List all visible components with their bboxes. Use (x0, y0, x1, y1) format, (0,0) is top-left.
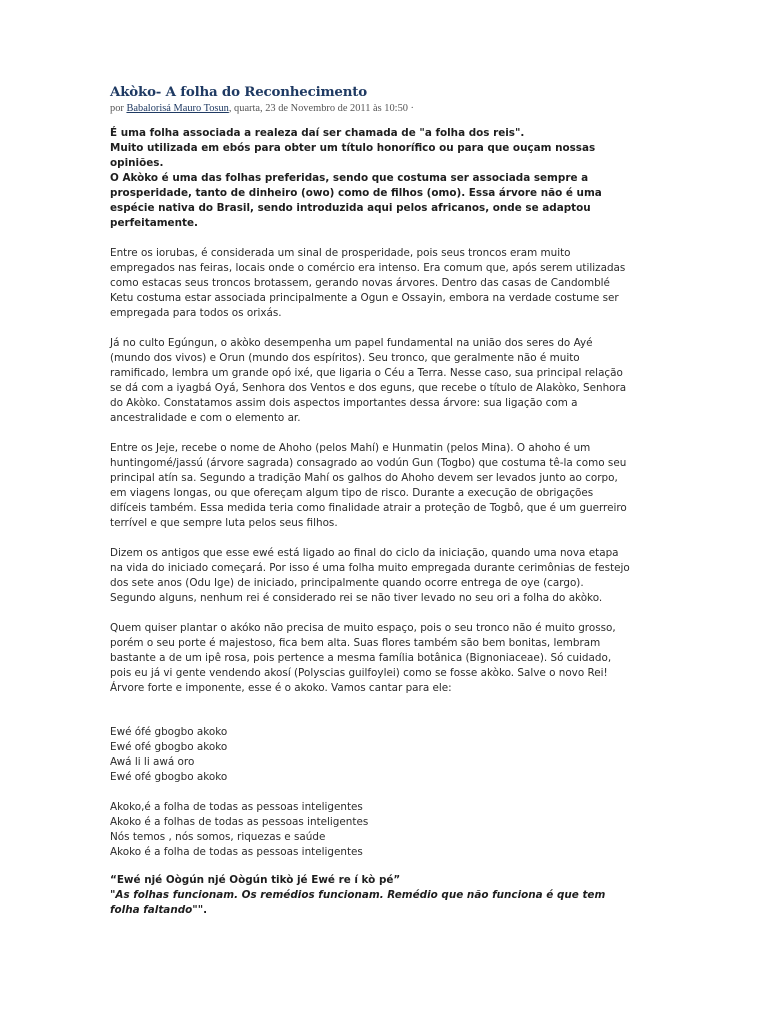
song-translation (110, 800, 655, 860)
text-line: Quem quiser plantar o akóko não precisa de muito espaço, pois o seu tronco não é muito grosso, (110, 622, 616, 634)
song-line: Akoko é a folha de todas as pessoas inteligentes (110, 846, 363, 858)
paragraph-iniciacao (110, 546, 655, 606)
quote-close-mark: "". (192, 904, 208, 916)
text-line: Dizem os antigos que esse ewé está ligado ao final do ciclo da iniciação, quando uma nova etapa (110, 547, 619, 559)
text-line: (mundo dos vivos) e Orun (mundo dos espíritos). Seu tronco, que geralmente não é muito (110, 352, 580, 364)
quote-translation-line (110, 888, 655, 903)
lede-line: perfeitamente. (110, 217, 198, 229)
text-line: na vida do iniciado começará. Por isso é uma folha muito empregada durante cerimônias de festejo (110, 562, 630, 574)
lede-paragraph (110, 126, 655, 231)
lede-line: Muito utilizada em ebós para obter um título honorífico ou para que ouçam nossas (110, 142, 596, 154)
song-line: Nós temos , nós somos, riquezas e saúde (110, 831, 326, 843)
lede-line: O Akòko é uma das folhas preferidas, sendo que costuma ser associada sempre a (110, 172, 589, 184)
quote-yoruba: “Ewé njé Oògún njé Oògún tikò jé Ewé re í kò pé” (110, 874, 401, 886)
text-line: ramificado, lembra um grande opó ixé, que ligaria o Céu a Terra. Nesse caso, sua principal relação (110, 367, 623, 379)
text-line: bastante a de um ipê rosa, pois pertence a mesma família botânica (Bignoniaceae). Só cuidado, (110, 652, 612, 664)
text-line: terrível e que sempre luta pelos seus filhos. (110, 517, 338, 529)
text-line: Entre os iorubas, é considerada um sinal de prosperidade, pois seus troncos eram muito (110, 247, 571, 259)
text-line: difíceis também. Essa medida teria como finalidade atrair a proteção de Togbô, que é um guerreiro (110, 502, 627, 514)
text-line: porém o seu porte é majestoso, fica bem alta. Suas flores também são bem bonitas, lembram (110, 637, 601, 649)
lede-line: opiniões. (110, 157, 164, 169)
text-line: como estacas seus troncos brotassem, gerando novas árvores. Dentro das casas de Candomblé (110, 277, 610, 289)
paragraph-jeje (110, 441, 655, 531)
paragraph-egungun (110, 336, 655, 426)
article-byline (110, 101, 655, 116)
text-line: se dá com a iyagbá Oyá, Senhora dos Ventos e dos eguns, que recebe o título de Alakòko, Senhora (110, 382, 627, 394)
text-line: huntingomé/jassú (árvore sagrada) consagrado ao vodún Gun (Togbo) que costuma tê-la como seu (110, 457, 627, 469)
song-line: Ewé ofé gbogbo akoko (110, 741, 228, 753)
text-line: Entre os Jeje, recebe o nome de Ahoho (pelos Mahí) e Hunmatin (pelos Mina). O ahoho é um (110, 442, 591, 454)
text-line: ancestralidade e com o elemento ar. (110, 412, 301, 424)
text-line: empregados nas feiras, locais onde o comércio era intenso. Era comum que, após serem utilizadas (110, 262, 626, 274)
lede-line: É uma folha associada a realeza daí ser chamada de "a folha dos reis". (110, 127, 525, 139)
text-line: pois eu já vi gente vendendo akosí (Polyscias guilfoylei) como se fosse akòko. Salve o novo Rei! (110, 667, 608, 679)
quote-translation-end: folha faltando (110, 904, 193, 916)
text-line: principal atín sa. Segundo a tradição Mahí os galhos do Ahoho devem ser levados junto ao corpo, (110, 472, 618, 484)
text-line: empregada para todos os orixás. (110, 307, 282, 319)
song-line: Awá li li awá oro (110, 756, 195, 768)
lede-line: espécie nativa do Brasil, sendo introduzida aqui pelos africanos, onde se adaptou (110, 202, 591, 214)
paragraph-plantar (110, 621, 655, 696)
article (110, 84, 655, 918)
song-line: Ewé ófé gbogbo akoko (110, 726, 228, 738)
closing-quote (110, 873, 655, 918)
text-line: Já no culto Egúngun, o akòko desempenha um papel fundamental na união dos seres do Ayé (110, 337, 593, 349)
song-line: Akoko é a folhas de todas as pessoas inteligentes (110, 816, 369, 828)
byline-date: , quarta, 23 de Novembro de 2011 às 10:50 · (228, 103, 415, 114)
text-line: em viagens longas, ou que ofereçam algum tipo de risco. Durante a execução de obrigações (110, 487, 594, 499)
text-line: do Akòko. Constatamos assim dois aspectos importantes dessa árvore: sua ligação com a (110, 397, 578, 409)
song-yoruba (110, 725, 655, 785)
byline-prefix: por (110, 103, 127, 114)
text-line: Segundo alguns, nenhum rei é considerado rei se não tiver levado no seu ori a folha do akòko. (110, 592, 603, 604)
text-line: Ketu costuma estar associada principalmente a Ogun e Ossayin, embora na verdade costume ser (110, 292, 619, 304)
author-link[interactable]: Babalorisá Mauro Tosun (126, 103, 229, 114)
text-line: dos sete anos (Odu Ige) de iniciado, principalmente quando ocorre entrega de oye (cargo). (110, 577, 584, 589)
text-line: Árvore forte e imponente, esse é o akoko. Vamos cantar para ele: (110, 682, 452, 694)
song-line: Akoko,é a folha de todas as pessoas inteligentes (110, 801, 363, 813)
song-line: Ewé ofé gbogbo akoko (110, 771, 228, 783)
quote-open-mark: " (110, 889, 116, 901)
paragraph-iorubas (110, 246, 655, 321)
article-title: Akòko- A folha do Reconhecimento (110, 84, 367, 100)
lede-line: prosperidade, tanto de dinheiro (owo) como de filhos (omo). Essa árvore não é uma (110, 187, 602, 199)
quote-translation-line (110, 903, 655, 918)
quote-translation: As folhas funcionam. Os remédios funcionam. Remédio que não funciona é que tem (115, 889, 606, 901)
